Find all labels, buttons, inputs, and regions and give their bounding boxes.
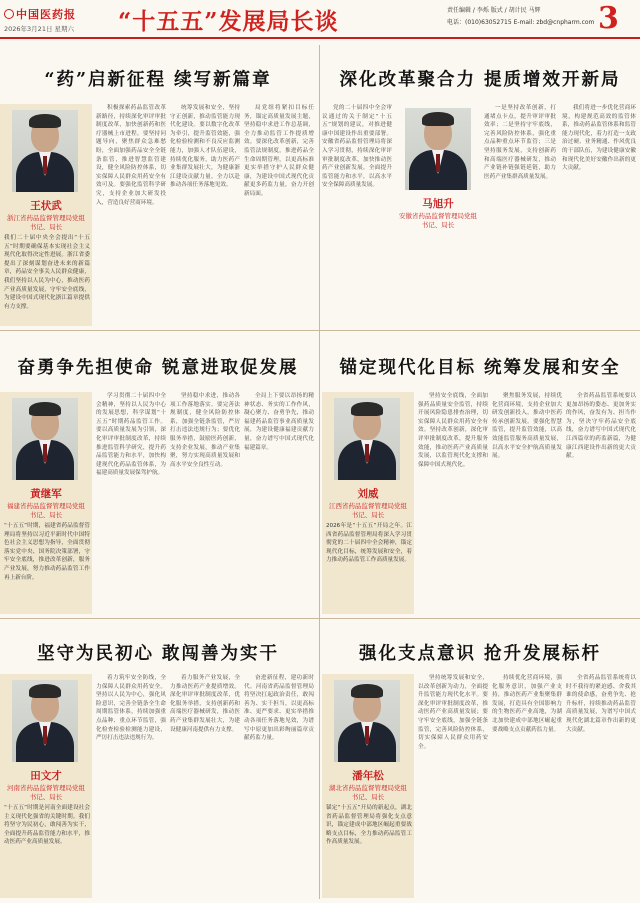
article-column-1: 坚持统筹发展和安全，以改革创新为动力，全面提升监管能力现代化水平。要深化审评审批制度改革，推动医药产业高质量发展；要守牢安全底线，加强全链条监管，完善风险防控体系，切实保障人民群众用药安全。 — [418, 675, 488, 750]
article-column-3: 我们将进一步优化营商环境，构建规范高效的监管体系，推动药品监管体系和监管能力现代化，着力打造一支政治过硬、业务精通、作风优良的干部队伍，为建设健康安徽和现代化美好安徽作出新的更大贡献。 — [562, 105, 636, 172]
article-lead: 锚定“十五五”开局的新起点，湖北省药品监督管理局将强化支点意识，锚定建成中部地区崛起重要战略支点目标，全力推动药品监管工作高质量发展。 — [326, 805, 412, 846]
article-lead: 2026年是“十五五”开局之年。江西省药品监督管理局将深入学习贯彻党的二十届四中全会精神，锚定现代化目标，统筹发展和安全，着力推动药品监管工作高质量发展。 — [326, 523, 412, 564]
author-title: 河南省药品监督管理局党组书记、局长 — [7, 784, 85, 801]
article-column-2: 着力服务产业发展，全力推动医药产业提质增效。深化审评审批制度改革，优化服务举措，支持创新药和高端医疗器械研发，推动医药产业集群发展壮大，为建设健康河南提供有力支撑。 — [170, 675, 240, 733]
page-number: 3 — [598, 1, 619, 36]
author-sidebar — [0, 104, 92, 326]
editor-credits: 责任编辑 / 李烁 版式 / 胡计民 马辉 — [447, 7, 541, 14]
author-photo — [334, 398, 400, 480]
author-sidebar — [0, 392, 92, 614]
author-title: 江西省药品监督管理局党组书记、局长 — [329, 502, 407, 519]
author-photo — [12, 398, 78, 480]
issue-date: 2026年3月21日 星期六 — [4, 25, 75, 33]
center-divider — [319, 45, 320, 899]
article-column-3: 全局上下要以昂扬的精神状态、务实的工作作风，凝心聚力、奋勇争先，推动福建药品监管事业高质量发展，为建设健康福建贡献力量，奋力谱写中国式现代化福建篇章。 — [244, 393, 314, 451]
article-headline: “药”启新征程 续写新篇章 — [44, 70, 272, 90]
author-sidebar — [322, 674, 414, 898]
article-lead: “十五五”时期，福建省药品监督管理局将坚持以习近平新时代中国特色社会主义思想为指导，全面贯彻落实党中央、国务院决策部署，守牢安全底线，推进改革创新，服务产业发展，努力推动药品监管工作再上新台阶。 — [4, 523, 90, 581]
article-column-3: 全省药品监管系统将以时不我待的紧迫感、舍我其谁的使命感，奋勇争先、抢升标杆，持续推动药品监管高质量发展，为谱写中国式现代化湖北篇章作出新的更大贡献。 — [566, 675, 636, 733]
author-title: 安徽省药品监督管理局党组书记、局长 — [399, 212, 477, 229]
author-sidebar — [396, 104, 480, 264]
article-headline: 奋勇争先担使命 锐意进取促发展 — [17, 358, 299, 378]
author-photo — [12, 680, 78, 762]
article-column-2: 一是坚持改革创新，打通堵点卡点，提升审评审批效率；二是坚持守牢底线，完善风险防控体系，强化重点品种重点环节监管；三是坚持服务发展，支持创新药和高端医疗器械研发，推动产业链补链强链延链，助力医药产业集群高质量发展。 — [484, 105, 556, 180]
article-lead: “十五五”时期是河南全面建设社会主义现代化强省的关键时期。我们将坚守为民初心，敢闯善为实干，全面提升药品监管能力和水平，推动医药产业高质量发展。 — [4, 805, 90, 846]
newspaper-logo: 中国医药报 — [4, 6, 76, 22]
row-divider-1 — [0, 330, 640, 331]
article-column-1: 学习贯彻二十届四中全会精神，坚持以人民为中心的发展思想，科学谋划“十五五”时期药品监管工作。要以高质量发展为引领，深化审评审批制度改革，持续推进监管科学研究，提升药品监管能力和水平，加快构建现代化药品监管体系，为福建高质量发展保驾护航。 — [96, 393, 166, 477]
article-pan-niansong — [322, 620, 638, 900]
article-column-2: 坚持稳中求进，推动各项工作落地落实。要完善法规制度，健全风险防控体系，加强全链条监管，严厉打击违法违规行为；要优化服务举措，鼓励医药创新，支持企业发展，推动产业集聚，努力实现高质量发展和高水平安全良性互动。 — [170, 393, 240, 468]
masthead-rule — [0, 37, 640, 39]
author-sidebar — [322, 392, 414, 614]
article-lead: 我们二十届中央全会提出“十五五”时期要确保基本实现社会主义现代化取得决定性进展。浙江省委提出了深刻谋划奋进未来的新篇章，药品安全事关人民群众健康，我们坚持以人民为中心，推动医药产业高质量发展，守牢安全底线，为建设中国式现代化浙江篇章提供有力支撑。 — [4, 235, 90, 310]
article-tian-wencai — [0, 620, 316, 900]
editor-info — [447, 5, 594, 29]
article-column-3: 全省药品监管系统要以更加昂扬的姿态、更加务实的作风，奋发有为、担当作为，坚决守牢药品安全底线，奋力谱写中国式现代化江西篇章的药监新篇，为健康江西建设作出新的更大贡献。 — [566, 393, 636, 460]
author-name: 田文才 — [30, 770, 62, 782]
author-name: 刘威 — [357, 488, 379, 500]
author-name: 潘年松 — [352, 770, 384, 782]
author-name: 王状武 — [30, 200, 62, 212]
article-ma-xusheng — [322, 42, 638, 328]
article-wang-zhuangwu — [0, 42, 316, 328]
article-liu-wei — [322, 332, 638, 616]
editor-contact: 电话：(010)63052715 E-mail: zbd@cnpharm.com — [447, 19, 595, 26]
author-title: 福建省药品监督管理局党组书记、局长 — [7, 502, 85, 519]
author-title: 浙江省药品监督管理局党组书记、局长 — [7, 214, 85, 231]
article-column-2: 持续优化营商环境，强化服务意识，加强产业支持，推动医药产业集聚集群发展，打造具有全国影响力的生物医药产业高地，为湖北加快建成中部地区崛起重要战略支点贡献药监力量。 — [492, 675, 562, 733]
author-photo — [12, 110, 78, 192]
logo-emblem-icon — [4, 9, 14, 19]
article-column-1: 党的二十届四中全会审议通过的关于制定“十五五”规划的建议，对推进健康中国建设作出重要部署。安徽省药品监督管理局将深入学习贯彻，持续深化审评审批制度改革，加快推动医药产业创新发展，全面提升监管能力和水平，以高水平安全保障高质量发展。 — [322, 105, 392, 189]
row-divider-2 — [0, 618, 640, 619]
author-title: 湖北省药品监督管理局党组书记、局长 — [329, 784, 407, 801]
article-column-2: 聚焦服务发展，持续优化营商环境，支持企业加大研发创新投入，推动中医药传承创新发展。要强化智慧监管，提升监管效能，以高效能监管服务高质量发展，以高水平安全护航高质量发展。 — [492, 393, 562, 460]
article-column-3: 奋进新征程，建功新时代。河南省药品监督管理局将坚决扛起政治责任，敢闯善为、实干担当，以更高标准、更严要求、更实举措推动各项任务落地见效，为谱写中原更加出彩绚丽篇章贡献药监力量。 — [244, 675, 314, 742]
masthead — [0, 0, 640, 40]
article-column-1: 着力筑牢安全防线，全力保障人民群众用药安全。坚持以人民为中心，强化风险意识，完善全链条全生命周期监管体系，持续加强重点品种、重点环节监管，强化检查检验检测能力建设，严厉打击违法违规行为。 — [96, 675, 166, 742]
author-sidebar — [0, 674, 92, 898]
article-column-1: 积极探索药品监管改革新路径，持续深化审评审批制度改革，加快创新药和医疗器械上市进程。要坚持问题导向，聚焦群众急难愁盼，全面加强药品安全全链条监管，推进智慧监管建设，健全风险防控体系，切实保障人民群众用药安全有效可及。要强化监管科学研究，支持企业加大研发投入，营造良好营商环境。 — [96, 105, 166, 206]
article-column-2: 统筹发展和安全，坚持守正创新，推动监管能力现代化建设。要以数字化改革为牵引，提升监管效能，强化检验检测和不良反应监测能力，加强人才队伍建设，持续优化服务，助力医药产业集群发展壮大，为健康浙江建设贡献力量。全力以赴推动各项任务落地见效。 — [170, 105, 240, 189]
author-photo — [405, 108, 471, 190]
article-headline: 强化支点意识 抢升发展标杆 — [358, 644, 602, 664]
author-photo — [334, 680, 400, 762]
article-headline: 深化改革聚合力 提质增效开新局 — [339, 70, 621, 90]
article-headline: 锚定现代化目标 统筹发展和安全 — [339, 358, 621, 378]
article-huang-jijun — [0, 332, 316, 616]
article-headline: 坚守为民初心 敢闯善为实干 — [36, 644, 280, 664]
article-column-3: 局党组将紧扣目标任务，锚定高质量发展主题，坚持稳中求进工作总基调，全力推动监管工作提质增效。要深化改革创新，完善监管法规制度，推进药品全生命周期管理，以更高标准更实举措守护人民群众健康，为建设中国式现代化贡献更多药监力量，奋力开创新局面。 — [244, 105, 314, 197]
article-column-1: 坚持安全底线，全面加强药品质量安全监管，持续开展风险隐患排查治理，切实保障人民群众用药安全有效。坚持改革创新，深化审评审批制度改革，提升服务效能，推动医药产业高质量发展，以监管现代化支撑和保障中国式现代化。 — [418, 393, 488, 468]
page-banner: “十五五”发展局长谈 — [118, 8, 339, 35]
author-name: 马旭升 — [422, 198, 454, 210]
author-name: 黄继军 — [30, 488, 62, 500]
